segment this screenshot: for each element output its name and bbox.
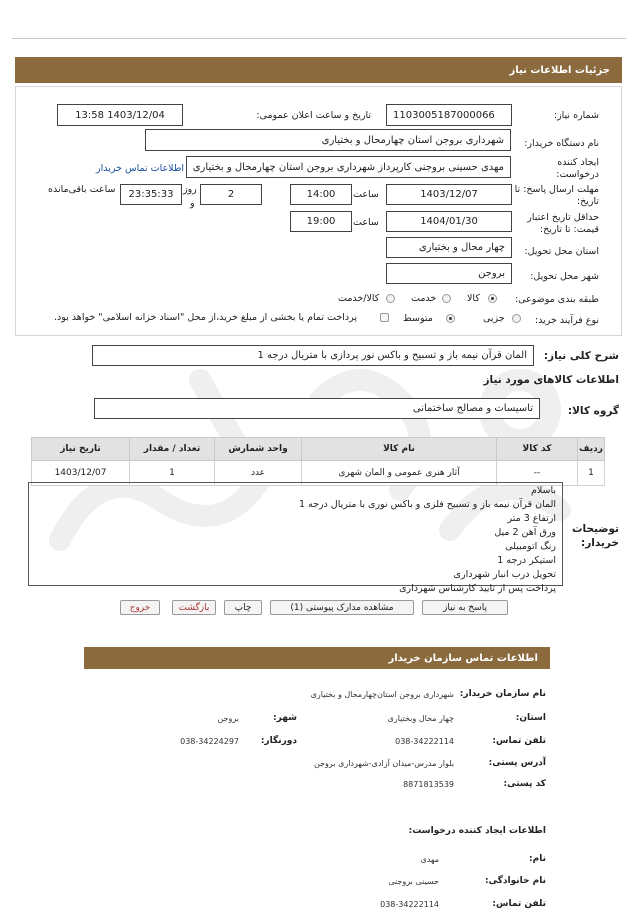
contact-title: اطلاعات تماس سازمان خریدار	[388, 652, 538, 664]
process-radio-medium[interactable]	[446, 314, 455, 323]
need-number-label: شماره نیاز:	[553, 110, 599, 121]
deadline-label-line2: تاریخ:	[576, 196, 599, 207]
reply-button[interactable]: پاسخ به نیاز	[422, 600, 508, 615]
page-title: جزئیات اطلاعات نیاز	[509, 64, 610, 76]
validity-date-field: 1404/01/30	[386, 211, 512, 232]
category-radio-service[interactable]	[442, 294, 451, 303]
buyer-desc-box	[28, 482, 563, 594]
col-row: ردیف	[578, 438, 605, 461]
contact-address-label: آدرس پستی:	[488, 758, 546, 768]
day-label: روز	[183, 184, 197, 195]
category-label: طبقه بندی موضوعی:	[514, 294, 599, 305]
validity-time-label: ساعت	[353, 217, 379, 228]
contact-postal-label: کد پستی:	[503, 779, 546, 789]
goods-table-header	[32, 438, 605, 461]
cell-unit: عدد	[215, 461, 302, 486]
treasury-payment-checkbox[interactable]	[380, 313, 389, 322]
creator-name-label: نام:	[529, 854, 546, 864]
validity-label-line1: حداقل تاریخ اعتبار	[527, 212, 599, 223]
buyer-org-field: شهرداری بروجن استان چهارمحال و بختیاری	[145, 129, 511, 151]
deadline-time-label: ساعت	[353, 189, 379, 200]
creator-family-label: نام خانوادگی:	[484, 876, 546, 886]
province-label: استان محل تحویل:	[524, 246, 599, 257]
contact-phone-label: تلفن تماس:	[492, 736, 546, 746]
contact-fax-label: دورنگار:	[260, 736, 297, 746]
contact-phone-value: 038-34222114	[395, 737, 454, 746]
contact-postal-value: 8871813539	[403, 780, 454, 789]
remaining-time-label: ساعت باقی‌مانده	[48, 184, 116, 195]
need-number-field: 1103005187000066	[386, 104, 512, 126]
desc-line: استیکر درجه 1	[497, 555, 556, 566]
creator-field: مهدی حسینی بروجنی کارپرداز شهرداری بروجن استان چهارمحال و بختیاری	[186, 156, 511, 178]
remaining-days-field: 2	[200, 184, 262, 205]
deadline-label-line1: مهلت ارسال پاسخ: تا	[514, 184, 599, 195]
col-qty: تعداد / مقدار	[130, 438, 215, 461]
remaining-time-field: 23:35:33	[120, 184, 182, 205]
validity-label-line2: قیمت: تا تاریخ:	[539, 224, 599, 235]
goods-group-field: تاسیسات و مصالح ساختمانی	[94, 398, 540, 419]
contact-address-value: بلوار مدرس-میدان آزادی-شهرداری بروجن	[314, 759, 454, 768]
col-name: نام کالا	[302, 438, 497, 461]
buyer-org-label: نام دستگاه خریدار:	[524, 138, 599, 149]
buyer-contact-link[interactable]: اطلاعات تماس خریدار	[96, 163, 185, 174]
creator-phone-value: 038-34222114	[380, 900, 439, 909]
validity-time-field: 19:00	[290, 211, 352, 232]
page-header	[15, 57, 622, 83]
desc-line: رنگ اتومبیلی	[505, 541, 556, 552]
day-suffix: و	[190, 198, 195, 209]
col-unit: واحد شمارش	[215, 438, 302, 461]
creator-family-value: حسینی بروجنی	[388, 877, 439, 886]
goods-table	[31, 437, 605, 486]
announce-date-value: 1403/12/04 13:58	[75, 109, 165, 121]
col-date: تاریخ نیاز	[32, 438, 130, 461]
city-field: بروجن	[386, 263, 512, 284]
contact-org-value: شهرداری بروجن استان‌چهارمحال و بختیاری	[310, 690, 454, 699]
cell-row: 1	[578, 461, 605, 486]
deadline-date-field: 1403/12/07	[386, 184, 512, 205]
goods-group-label: گروه کالا:	[567, 405, 619, 417]
view-attachments-button[interactable]: مشاهده مدارک پیوستی (1)	[270, 600, 414, 615]
province-field: چهار محال و بختیاری	[386, 237, 512, 258]
category-option-service: خدمت	[411, 293, 437, 304]
back-button[interactable]: بازگشت	[172, 600, 216, 615]
treasury-payment-note: پرداخت تمام یا بخشی از مبلغ خرید،از محل "اسناد خزانه اسلامی" خواهد بود.	[54, 312, 357, 323]
desc-line: پرداخت پس از تایید کارشناس شهرداری	[399, 583, 556, 594]
creator-name-value: مهدی	[420, 855, 439, 864]
contact-org-label: نام سازمان خریدار:	[459, 689, 546, 699]
cell-date: 1403/12/07	[32, 461, 130, 486]
contact-city-value: بروجن	[217, 714, 239, 723]
top-divider	[12, 38, 626, 39]
process-option-medium: متوسط	[403, 313, 433, 324]
contact-header	[84, 647, 550, 669]
creator-label-line2: درخواست:	[556, 169, 599, 180]
goods-section-title: اطلاعات کالاهای مورد نیاز	[483, 374, 619, 386]
creator-info-title: اطلاعات ایجاد کننده درخواست:	[408, 826, 546, 836]
category-option-both: کالا/خدمت	[338, 293, 380, 304]
deadline-time-field: 14:00	[290, 184, 352, 205]
buyer-desc-label-line2: خریدار:	[581, 537, 619, 549]
creator-phone-label: تلفن تماس:	[492, 899, 546, 909]
desc-line: باسلام	[530, 485, 556, 496]
desc-line: ورق آهن 2 میل	[494, 527, 556, 538]
creator-label-line1: ایجاد کننده	[557, 157, 599, 168]
category-option-goods: کالا	[467, 293, 480, 304]
announce-date-label: تاریخ و ساعت اعلان عمومی:	[256, 110, 371, 121]
category-radio-both[interactable]	[386, 294, 395, 303]
desc-line: تحویل درب انبار شهرداری	[453, 569, 556, 580]
buyer-desc-label-line1: توضیحات	[571, 523, 619, 535]
summary-field: المان قرآن نیمه باز و تسبیح و باکس نور پردازی با متریال درجه 1	[92, 345, 534, 366]
summary-label: شرح کلی نیاز:	[543, 350, 619, 362]
cell-name: آثار هنری عمومی و المان شهری	[302, 461, 497, 486]
desc-line: المان قرآن نیمه باز و تسبیح فلزی و باکس نوری با متریال درجه 1	[298, 499, 556, 510]
process-radio-minor[interactable]	[512, 314, 521, 323]
city-label: شهر محل تحویل:	[530, 271, 599, 282]
cell-code: --	[497, 461, 578, 486]
desc-line: ارتفاع 3 متر	[507, 513, 556, 524]
exit-button[interactable]: خروج	[120, 600, 160, 615]
contact-city-label: شهر:	[273, 713, 297, 723]
contact-province-value: چهار محال وبختیاری	[387, 714, 454, 723]
category-radio-goods[interactable]	[488, 294, 497, 303]
process-option-minor: جزیی	[483, 313, 505, 324]
cell-qty: 1	[130, 461, 215, 486]
print-button[interactable]: چاپ	[224, 600, 262, 615]
col-code: کد کالا	[497, 438, 578, 461]
announce-date-field	[57, 104, 183, 126]
process-label: نوع فرآیند خرید:	[534, 315, 599, 326]
contact-fax-value: 038-34224297	[180, 737, 239, 746]
contact-province-label: استان:	[515, 713, 546, 723]
